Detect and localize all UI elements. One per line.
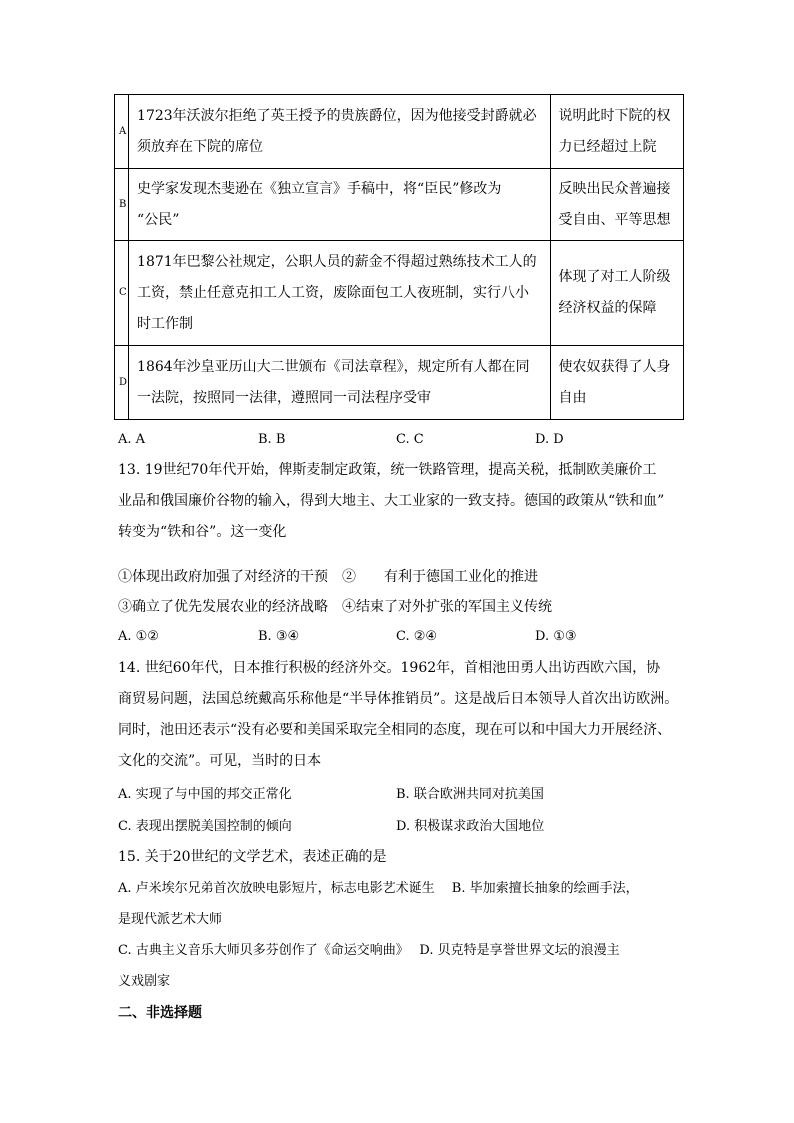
table-row [115, 241, 684, 346]
note-line: 说明此时下院的权 [558, 107, 671, 124]
q15-stem: 15. 关于20世纪的文学艺术，表述正确的是 [118, 849, 387, 865]
row-option-label: C [115, 241, 129, 346]
q14-stem-line: 文化的交流”。可见，当时的日本 [118, 753, 322, 769]
q13-stem-line: 13. 19世纪70年代开始，俾斯麦制定政策，统一铁路管理，提高关税，抵制欧美廉价工 [118, 462, 657, 478]
row-option-label: B [115, 169, 129, 241]
note-line: 自由 [558, 389, 587, 406]
q15-option-line: 是现代派艺术大师 [118, 912, 223, 927]
q15-option-line: 义戏剧家 [118, 974, 171, 989]
desc-line: 时工作制 [137, 315, 194, 332]
desc-line: 1723年沃波尔拒绝了英王授予的贵族爵位，因为他接受封爵就必 [137, 107, 537, 124]
note-line: 力已经超过上院 [558, 138, 657, 155]
answer-option-a[interactable]: A. A [118, 432, 146, 447]
row-conclusion [550, 241, 683, 346]
q13-item-line: ①体现出政府加强了对经济的干预 ② 有利于德国工业化的推进 [118, 569, 538, 585]
note-line: 受自由、平等思想 [558, 211, 671, 228]
q14-option-b[interactable]: B. 联合欧洲共同对抗美国 [396, 787, 544, 802]
q13-option-d[interactable]: D. ①③ [535, 629, 577, 644]
table-row [115, 169, 684, 241]
q14-option-a[interactable]: A. 实现了与中国的邦交正常化 [118, 787, 292, 802]
row-option-label: A [115, 95, 129, 169]
comparison-table [114, 94, 684, 420]
q15-option-line: C. 古典主义音乐大师贝多芬创作了《命运交响曲》 D. 贝克特是享誉世界文坛的浪漫主 [118, 943, 620, 958]
desc-line: 史学家发现杰斐逊在《独立宣言》手稿中，将“臣民”修改为 [137, 180, 502, 197]
row-description [129, 346, 550, 420]
table-row [115, 95, 684, 169]
desc-line: “公民” [137, 211, 180, 228]
answer-option-d[interactable]: D. D [535, 432, 564, 447]
row-option-label: D [115, 346, 129, 420]
q14-stem-line: 商贸易问题，法国总统戴高乐称他是“半导体推销员”。这是战后日本领导人首次出访欧洲。 [118, 691, 679, 707]
table-row [115, 346, 684, 420]
note-line: 体现了对工人阶级 [558, 269, 671, 285]
section-heading: 二、非选择题 [118, 1005, 202, 1021]
note-line: 经济权益的保障 [558, 300, 657, 316]
q14-option-c[interactable]: C. 表现出摆脱美国控制的倾向 [118, 819, 292, 834]
q14-stem-line: 14. 世纪60年代，日本推行积极的经济外交。1962年，首相池田勇人出访西欧六国，协 [118, 660, 661, 676]
desc-line: 一法院，按照同一法律，遵照同一司法程序受审 [137, 389, 432, 406]
row-description [129, 169, 550, 241]
desc-line: 工资，禁止任意克扣工人工资，废除面包工人夜班制，实行八小 [137, 284, 530, 301]
q13-option-a[interactable]: A. ①② [118, 629, 159, 644]
row-conclusion [550, 95, 683, 169]
note-line: 使农奴获得了人身 [558, 358, 671, 375]
row-conclusion [550, 346, 683, 420]
q15-option-line: A. 卢米埃尔兄弟首次放映电影短片，标志电影艺术诞生 B. 毕加索擅长抽象的绘画手法， [118, 881, 639, 896]
desc-line: 须放弃在下院的席位 [137, 138, 264, 155]
q13-stem-line: 业品和俄国廉价谷物的输入，得到大地主、大工业家的一致支持。德国的政策从“铁和血” [118, 493, 665, 509]
row-description [129, 241, 550, 346]
q13-option-b[interactable]: B. ③④ [258, 629, 300, 644]
row-description [129, 95, 550, 169]
desc-line: 1871年巴黎公社规定，公职人员的薪金不得超过熟练技术工人的 [137, 253, 537, 270]
q14-option-d[interactable]: D. 积极谋求政治大国地位 [396, 819, 545, 834]
q13-stem-line: 转变为“铁和谷”。这一变化 [118, 524, 287, 540]
q14-stem-line: 同时，池田还表示“没有必要和美国采取完全相同的态度，现在可以和中国大力开展经济、 [118, 722, 672, 738]
row-conclusion [550, 169, 683, 241]
q13-option-c[interactable]: C. ②④ [396, 629, 438, 644]
q13-item-line: ③确立了优先发展农业的经济战略 ④结束了对外扩张的军国主义传统 [118, 599, 552, 615]
answer-option-b[interactable]: B. B [258, 432, 286, 447]
note-line: 反映出民众普遍接 [558, 180, 671, 197]
answer-option-c[interactable]: C. C [396, 432, 424, 447]
desc-line: 1864年沙皇亚历山大二世颁布《司法章程》，规定所有人都在同 [137, 358, 530, 375]
